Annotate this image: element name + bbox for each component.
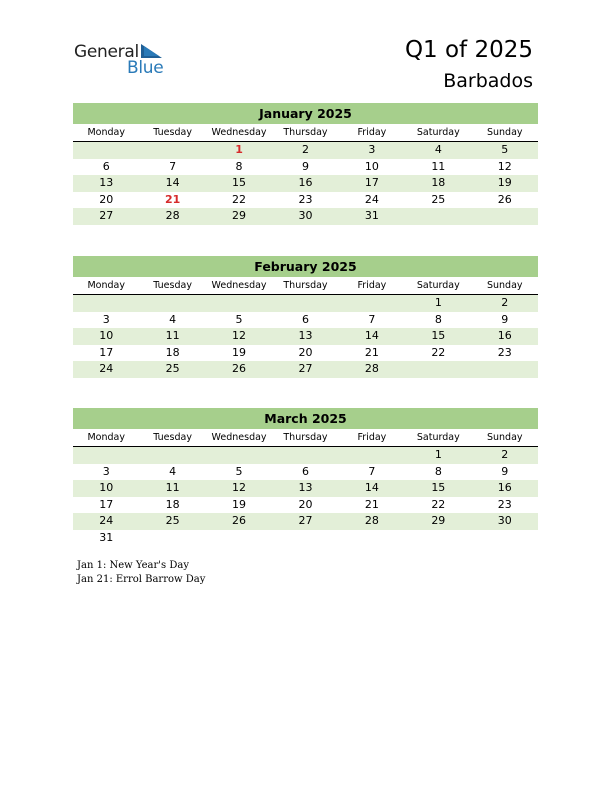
logo-text-general: General [74, 42, 139, 62]
day-cell: 13 [298, 481, 313, 494]
day-cell: 3 [102, 312, 110, 326]
day-cell: 21 [364, 497, 379, 511]
weekday-label: Monday [87, 127, 125, 138]
day-cell: 22 [431, 345, 446, 359]
week-row [73, 328, 538, 345]
day-cell: 18 [165, 345, 180, 359]
day-cell [472, 208, 538, 225]
day-cell: 11 [165, 481, 180, 494]
day-cell: 19 [232, 497, 247, 511]
day-cell [405, 530, 471, 547]
day-cell: 24 [99, 514, 114, 527]
weekday-label: Thursday [283, 432, 328, 443]
day-cell: 24 [364, 192, 379, 206]
day-cell: 1 [434, 448, 442, 461]
day-cell: 6 [102, 159, 110, 173]
week-row [73, 192, 538, 209]
day-cell: 25 [165, 362, 180, 375]
weekday-label: Saturday [416, 432, 460, 443]
day-cell: 29 [431, 514, 446, 527]
week-row [73, 312, 538, 329]
weekday-header-row [73, 124, 538, 142]
weekday-label: Sunday [486, 127, 523, 138]
day-cell: 15 [431, 481, 446, 494]
week-row [73, 159, 538, 176]
day-cell: 5 [235, 464, 243, 478]
weekday-label: Friday [357, 432, 387, 443]
day-cell: 27 [298, 362, 313, 375]
day-cell: 17 [99, 497, 114, 511]
day-cell: 22 [232, 192, 247, 206]
day-cell: 20 [298, 497, 313, 511]
weekday-label: Monday [87, 432, 125, 443]
month-january [73, 103, 538, 225]
day-cell [206, 295, 272, 312]
day-cell: 19 [232, 345, 247, 359]
day-cell: 28 [165, 209, 180, 222]
day-cell: 14 [364, 481, 379, 494]
day-cell: 6 [301, 464, 309, 478]
day-cell: 20 [99, 192, 114, 206]
day-cell [73, 447, 139, 464]
day-cell [339, 447, 405, 464]
day-cell: 2 [501, 448, 509, 461]
day-cell: 13 [298, 329, 313, 342]
month-march [73, 408, 538, 546]
weekday-label: Sunday [486, 280, 523, 291]
day-cell: 7 [368, 464, 376, 478]
weekday-label: Tuesday [153, 280, 192, 291]
week-row [73, 513, 538, 530]
day-cell [472, 530, 538, 547]
day-cell: 22 [431, 497, 446, 511]
day-cell: 4 [169, 464, 177, 478]
month-title: February 2025 [73, 256, 538, 277]
day-cell: 7 [368, 312, 376, 326]
day-cell: 9 [501, 464, 509, 478]
week-row [73, 447, 538, 464]
day-cell: 5 [501, 143, 509, 156]
weekday-label: Friday [357, 127, 387, 138]
day-cell: 31 [99, 530, 114, 544]
day-cell: 30 [497, 514, 512, 527]
day-cell: 26 [232, 514, 247, 527]
day-cell [73, 295, 139, 312]
month-february [73, 256, 538, 378]
day-cell: 1 [434, 296, 442, 309]
day-cell: 26 [232, 362, 247, 375]
day-cell: 24 [99, 362, 114, 375]
day-cell: 23 [298, 192, 313, 206]
day-cell: 14 [364, 329, 379, 342]
day-cell [139, 142, 205, 159]
weekday-label: Thursday [283, 280, 328, 291]
week-row [73, 497, 538, 514]
day-cell: 15 [232, 176, 247, 189]
day-cell: 4 [434, 143, 442, 156]
day-cell: 1 [235, 143, 243, 156]
logo [74, 42, 174, 78]
day-cell: 29 [232, 209, 247, 222]
day-cell: 18 [431, 176, 446, 189]
day-cell: 27 [298, 514, 313, 527]
day-cell [272, 295, 338, 312]
day-cell: 16 [497, 481, 512, 494]
day-cell [339, 295, 405, 312]
day-cell: 27 [99, 209, 114, 222]
day-cell: 30 [298, 209, 313, 222]
day-cell: 21 [364, 345, 379, 359]
day-cell [139, 295, 205, 312]
day-cell: 26 [497, 192, 512, 206]
day-cell [206, 530, 272, 547]
weekday-label: Monday [87, 280, 125, 291]
weekday-label: Friday [357, 280, 387, 291]
day-cell: 7 [169, 159, 177, 173]
day-cell [272, 447, 338, 464]
day-cell: 21 [164, 192, 181, 206]
week-row [73, 530, 538, 547]
day-cell [206, 447, 272, 464]
day-cell: 9 [501, 312, 509, 326]
day-cell: 4 [169, 312, 177, 326]
weekday-label: Tuesday [153, 432, 192, 443]
day-cell: 20 [298, 345, 313, 359]
day-cell: 11 [431, 159, 446, 173]
day-cell: 2 [501, 296, 509, 309]
holiday-notes [77, 559, 205, 587]
weekday-label: Saturday [416, 280, 460, 291]
day-cell [73, 142, 139, 159]
day-cell: 17 [99, 345, 114, 359]
day-cell: 10 [99, 329, 114, 342]
day-cell: 12 [232, 329, 247, 342]
day-cell [405, 361, 471, 378]
week-row [73, 361, 538, 378]
weekday-label: Wednesday [211, 432, 267, 443]
week-row [73, 480, 538, 497]
day-cell: 11 [165, 329, 180, 342]
weekday-label: Thursday [283, 127, 328, 138]
holiday-note: Jan 21: Errol Barrow Day [77, 574, 206, 585]
day-cell: 10 [364, 159, 379, 173]
day-cell: 8 [434, 312, 442, 326]
day-cell: 8 [235, 159, 243, 173]
day-cell: 5 [235, 312, 243, 326]
week-row [73, 295, 538, 312]
weekday-label: Saturday [416, 127, 460, 138]
weekday-header-row [73, 429, 538, 447]
day-cell [139, 530, 205, 547]
weekday-label: Wednesday [211, 280, 267, 291]
weekday-label: Sunday [486, 432, 523, 443]
day-cell: 3 [102, 464, 110, 478]
day-cell: 16 [298, 176, 313, 189]
day-cell: 10 [99, 481, 114, 494]
weekday-label: Wednesday [211, 127, 267, 138]
day-cell [272, 530, 338, 547]
day-cell: 2 [301, 143, 309, 156]
day-cell: 3 [368, 143, 376, 156]
day-cell [339, 530, 405, 547]
day-cell [405, 208, 471, 225]
day-cell: 15 [431, 329, 446, 342]
day-cell: 25 [431, 192, 446, 206]
month-title: March 2025 [73, 408, 538, 429]
day-cell: 19 [497, 176, 512, 189]
day-cell: 14 [165, 176, 180, 189]
day-cell [139, 447, 205, 464]
day-cell: 18 [165, 497, 180, 511]
day-cell: 28 [364, 514, 379, 527]
month-title: January 2025 [73, 103, 538, 124]
holiday-note: Jan 1: New Year's Day [77, 560, 189, 571]
weekday-header-row [73, 277, 538, 295]
week-row [73, 345, 538, 362]
week-row [73, 142, 538, 159]
day-cell: 12 [232, 481, 247, 494]
day-cell: 12 [497, 159, 512, 173]
day-cell: 6 [301, 312, 309, 326]
day-cell [472, 361, 538, 378]
week-row [73, 175, 538, 192]
country-name: Barbados [443, 70, 533, 92]
week-row [73, 208, 538, 225]
day-cell: 23 [497, 345, 512, 359]
week-row [73, 464, 538, 481]
weekday-label: Tuesday [153, 127, 192, 138]
day-cell: 13 [99, 176, 114, 189]
logo-text-blue: Blue [127, 58, 164, 78]
page-title: Q1 of 2025 [404, 37, 533, 63]
day-cell: 25 [165, 514, 180, 527]
day-cell: 17 [364, 176, 379, 189]
day-cell: 9 [301, 159, 309, 173]
day-cell: 23 [497, 497, 512, 511]
day-cell: 8 [434, 464, 442, 478]
day-cell: 16 [497, 329, 512, 342]
day-cell: 31 [364, 209, 379, 222]
day-cell: 28 [364, 362, 379, 375]
